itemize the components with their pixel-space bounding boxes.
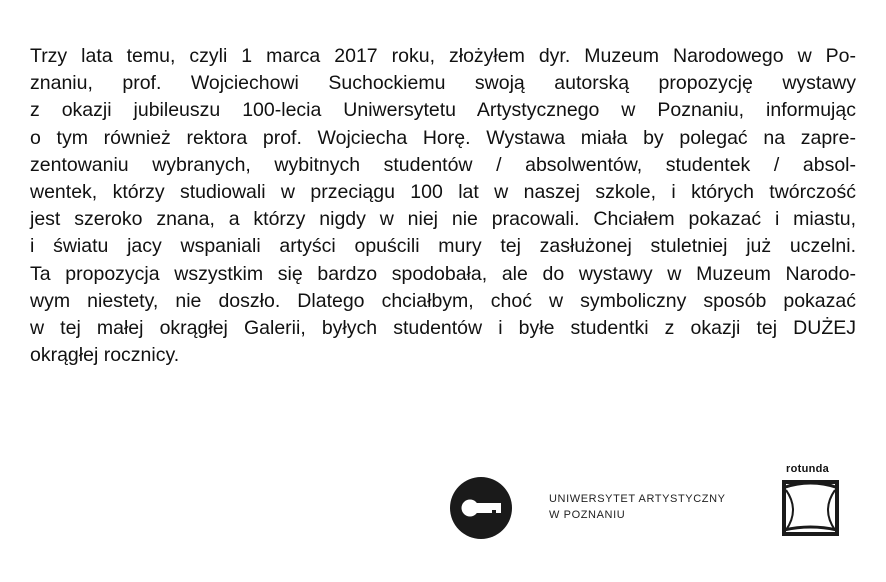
uap-keyhole-logo-icon (449, 476, 513, 540)
paragraph-line: Trzy lata temu, czyli 1 marca 2017 roku, złożyłem dyr. Muzeum Narodowego w Po- (30, 45, 856, 67)
rotunda-label: rotunda (786, 463, 830, 475)
paragraph-line: o tym również rektora prof. Wojciecha Horę. Wystawa miała by polegać na zapre- (30, 126, 856, 149)
paragraph-line: Ta propozycja wszystkim się bardzo spodobała, ale do wystawy w Muzeum Narodo- (30, 262, 856, 285)
university-name-line2: W POZNANIU (549, 509, 626, 521)
paragraph-line: z okazji jubileuszu 100-lecia Uniwersytetu Artystycznego w Poznaniu, informując (30, 99, 856, 122)
paragraph-line: w tej małej okrągłej Galerii, byłych studentów i byłe studentki z okazji tej DUŻEJ (30, 316, 856, 339)
paragraph-line: jest szeroko znana, a którzy nigdy w niej nie pracowali. Chciałem pokazać i miastu, (30, 208, 856, 231)
university-name-line1: UNIWERSYTET ARTYSTYCZNY (549, 493, 726, 505)
university-name (549, 491, 726, 523)
paragraph-line: zentowaniu wybranych, wybitnych studentów / absolwentów, studentek / absol- (30, 153, 856, 176)
paragraph-line: wym niestety, nie doszło. Dlatego chciałbym, choć w symboliczny sposób pokazać (30, 289, 856, 312)
paragraph-line: okrągłej rocznicy. (30, 344, 180, 367)
rotunda-logo-icon (782, 480, 839, 536)
paragraph-line: wentek, którzy studiowali w przeciągu 100 lat w naszej szkole, i których twórczość (30, 180, 856, 203)
body-paragraph (30, 43, 856, 369)
paragraph-line: znaniu, prof. Wojciechowi Suchockiemu swoją autorską propozycję wystawy (30, 72, 856, 95)
paragraph-line: i światu jacy wspaniali artyści opuścili mury tej zasłużonej stuletniej już uczelni. (30, 235, 856, 258)
